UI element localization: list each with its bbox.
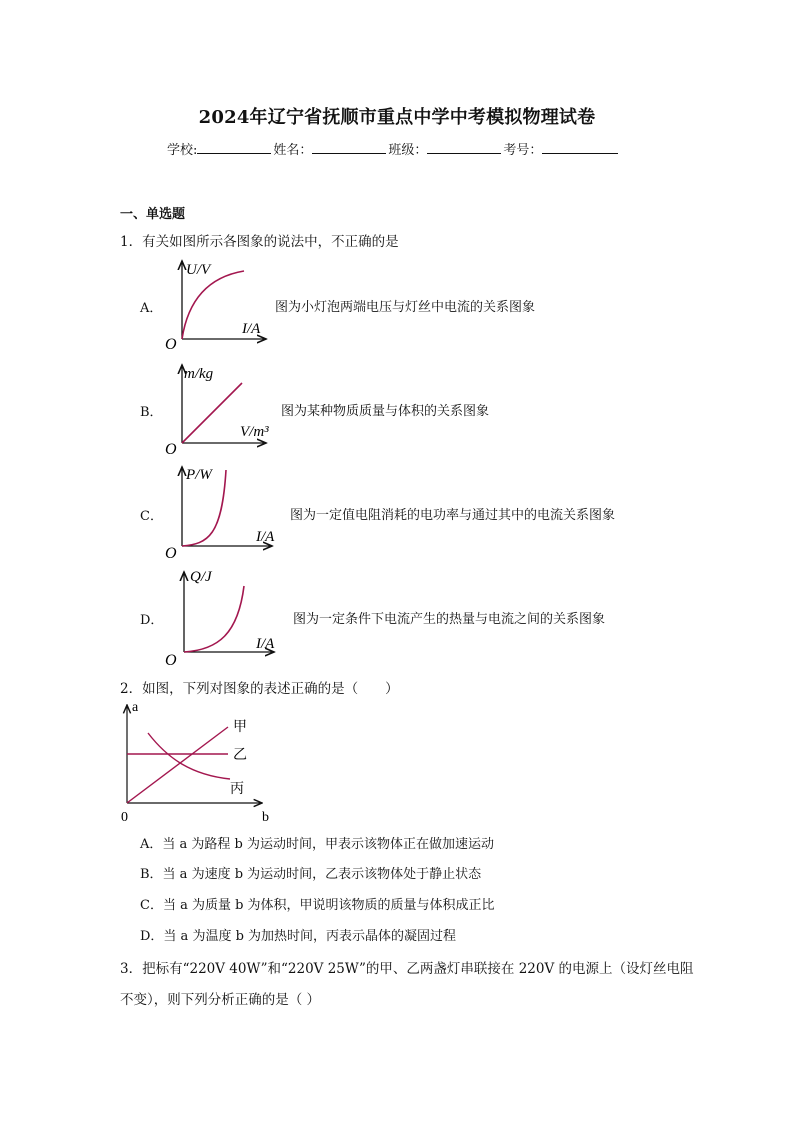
y-axis-label: m/kg: [184, 366, 214, 382]
class-label: 班级：: [388, 143, 428, 158]
series-jia-line: [127, 727, 228, 803]
series-bing-label: 丙: [230, 782, 244, 797]
curve: [184, 586, 244, 652]
number-blank[interactable]: [542, 139, 618, 154]
q1-option-c-text: 图为一定值电阻消耗的电功率与通过其中的电流关系图象: [290, 508, 616, 523]
y-axis-label: Q/J: [190, 569, 212, 585]
school-blank[interactable]: [197, 139, 271, 154]
origin-label: O: [165, 652, 177, 669]
q1-option-a-graph: [160, 255, 280, 355]
section-heading: 一、单选题: [120, 207, 186, 222]
q3-stem-line1: 3．把标有“220V 40W”和“220V 25W”的甲、乙两盏灯串联接在 220V 的电源上（设灯丝电阻: [120, 961, 694, 977]
origin-label: O: [165, 336, 177, 353]
q1-option-d-letter: D．: [140, 613, 164, 628]
q2-choice-d: D．当 a 为温度 b 为加热时间，丙表示晶体的凝固过程: [140, 929, 457, 944]
y-axis-label: P/W: [186, 467, 212, 483]
q1-option-b-text: 图为某种物质质量与体积的关系图象: [281, 404, 490, 419]
q1-option-d-graph: [162, 566, 287, 670]
x-axis-label: V/m³: [240, 424, 269, 440]
name-label: 姓名：: [273, 143, 313, 158]
q1-option-a-letter: A．: [140, 301, 163, 316]
q2-choice-c: C．当 a 为质量 b 为体积，甲说明该物质的质量与体积成正比: [140, 898, 495, 913]
school-label: 学校:: [167, 143, 198, 158]
x-axis-label: I/A: [256, 636, 275, 652]
x-axis-label: b: [262, 810, 269, 825]
student-info-line: [167, 139, 620, 158]
exam-title: 2024年辽宁省抚顺市重点中学中考模拟物理试卷: [198, 107, 596, 128]
x-axis-label: I/A: [242, 321, 261, 337]
x-axis-label: I/A: [256, 529, 275, 545]
q1-option-d-text: 图为一定条件下电流产生的热量与电流之间的关系图象: [293, 612, 606, 627]
q1-option-a-text: 图为小灯泡两端电压与灯丝中电流的关系图象: [275, 300, 536, 315]
q3-stem-line2: 不变），则下列分析正确的是（ ）: [120, 992, 321, 1008]
series-yi-label: 乙: [233, 748, 247, 763]
origin-label: 0: [121, 810, 128, 825]
q2-graph: [112, 697, 277, 827]
series-jia-label: 甲: [233, 720, 247, 735]
y-axis-label: U/V: [186, 262, 211, 278]
number-label: 考号：: [503, 143, 543, 158]
q1-stem: 1．有关如图所示各图象的说法中，不正确的是: [120, 234, 399, 250]
y-axis-label: a: [132, 700, 139, 715]
origin-label: O: [165, 545, 177, 562]
curve: [182, 271, 244, 339]
q2-choice-b: B．当 a 为速度 b 为运动时间，乙表示该物体处于静止状态: [140, 867, 482, 882]
q1-option-b-graph: [160, 360, 280, 460]
q1-option-b-letter: B．: [140, 405, 163, 420]
q1-option-c-graph: [160, 462, 285, 562]
q2-stem: 2．如图，下列对图象的表述正确的是（ ）: [120, 681, 399, 697]
line: [182, 383, 242, 443]
q2-choice-a: A．当 a 为路程 b 为运动时间，甲表示该物体正在做加速运动: [140, 837, 494, 852]
class-blank[interactable]: [427, 139, 501, 154]
q1-option-c-letter: C．: [140, 509, 163, 524]
name-blank[interactable]: [312, 139, 386, 154]
origin-label: O: [165, 441, 177, 458]
